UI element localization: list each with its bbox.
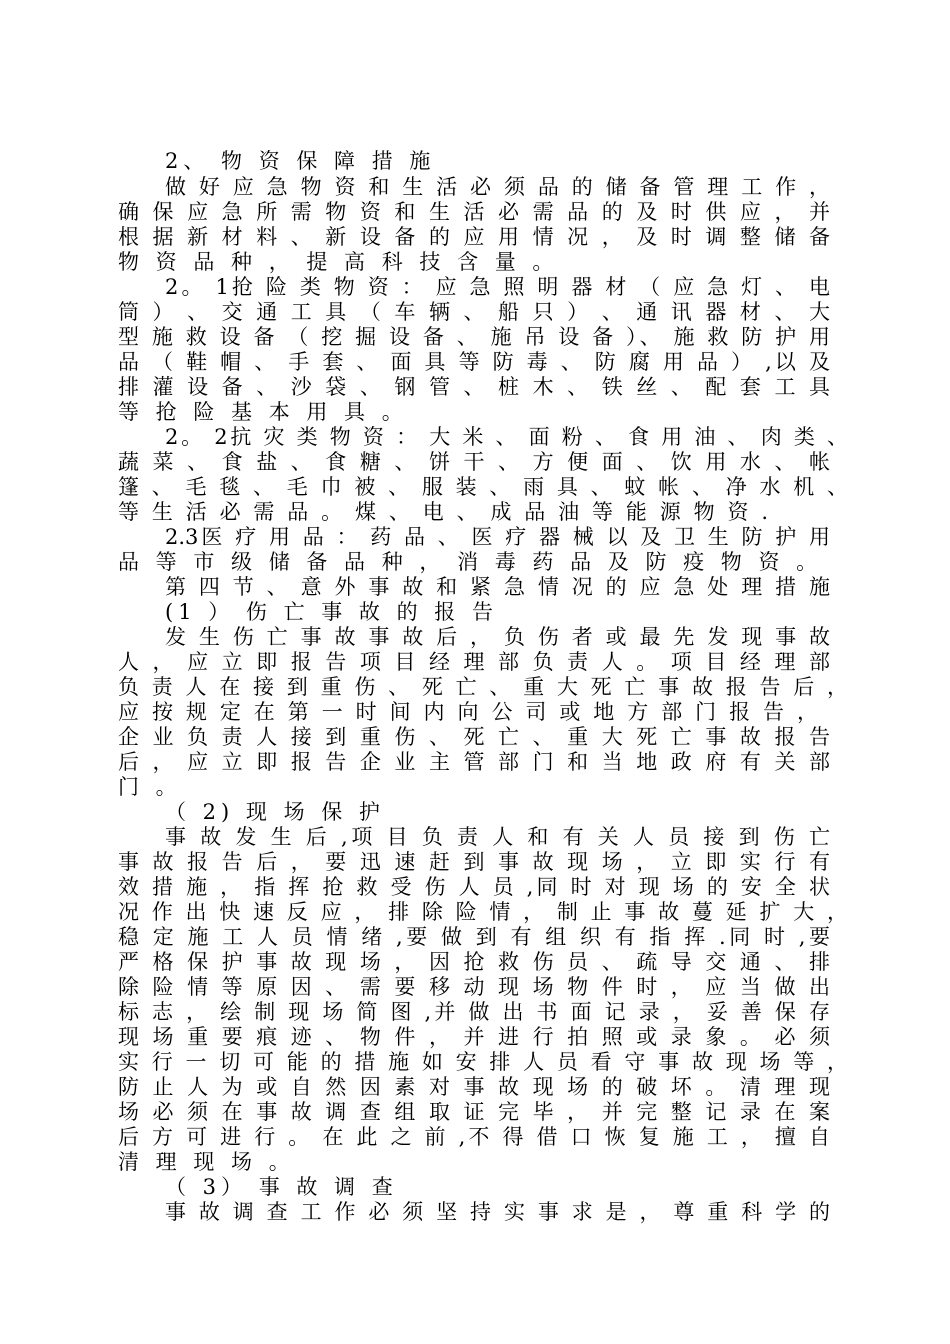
text-line: 场 必 须 在 事 故 调 查 组 取 证 完 毕 ， 并 完 整 记 录 在 案: [118, 1100, 830, 1124]
text-line: 排 灌 设 备 、 沙 袋 、 钢 管 、 桩 木 、 铁 丝 、 配 套 工 具: [118, 375, 830, 399]
text-line: 事 故 发 生 后 ,项 目 负 责 人 和 有 关 人 员 接 到 伤 亡: [165, 825, 830, 849]
text-line: 负 责 人 在 接 到 重 伤 、 死 亡 、 重 大 死 亡 事 故 报 告 后 ，: [118, 675, 848, 699]
text-line: 现 场 重 要 痕 迹 、 物 件 ， 并 进 行 拍 照 或 录 象 。 必 须: [118, 1025, 830, 1049]
text-line: 蔬 菜 、 食 盐 、 食 糖 、 饼 干 、 方 便 面 、 饮 用 水 、 帐: [118, 450, 830, 474]
text-line: 2。 1抢 险 类 物 资 ： 应 急 照 明 器 材 （ 应 急 灯 、 电: [165, 275, 830, 299]
text-line: 事 故 调 查 工 作 必 须 坚 持 实 事 求 是 ， 尊 重 科 学 的: [165, 1200, 830, 1224]
text-line: 发 生 伤 亡 事 故 事 故 后 ， 负 伤 者 或 最 先 发 现 事 故: [165, 625, 830, 649]
subheading-casualty-report: (1 ） 伤 亡 事 故 的 报 告: [165, 600, 498, 624]
text-line: 严 格 保 护 事 故 现 场 ， 因 抢 救 伤 员 、 疏 导 交 通 、 排: [118, 950, 830, 974]
text-line: 品 等 市 级 储 备 品 种 ， 消 毒 药 品 及 防 疫 物 资 。: [118, 550, 823, 574]
text-line: 等 生 活 必 需 品 。 煤 、 电 、 成 品 油 等 能 源 物 资 .: [118, 500, 768, 524]
section-heading-material-support: 2、 物 资 保 障 措 施: [165, 149, 436, 173]
text-line: 事 故 报 告 后 ， 要 迅 速 赶 到 事 故 现 场 ， 立 即 实 行 有: [118, 850, 830, 874]
text-line: 后 方 可 进 行 。 在 此 之 前 ,不 得 借 口 恢 复 施 工 ， 擅 自: [118, 1125, 830, 1149]
text-line: 篷 、 毛 毯 、 毛 巾 被 、 服 装 、 雨 具 、 蚊 帐 、 净 水 机 、: [118, 475, 848, 499]
text-line: 型 施 救 设 备 （ 挖 掘 设 备 、 施 吊 设 备 ）、 施 救 防 护 用: [118, 325, 830, 349]
text-line: 实 行 一 切 可 能 的 措 施 如 安 排 人 员 看 守 事 故 现 场 等 ，: [118, 1050, 848, 1074]
text-line: 稳 定 施 工 人 员 情 绪 ,要 做 到 有 组 织 有 指 挥 .同 时 ,要: [118, 925, 830, 949]
text-line: 门 。: [118, 775, 182, 799]
text-line: 应 按 规 定 在 第 一 时 间 内 向 公 司 或 地 方 部 门 报 告 ，: [118, 700, 818, 724]
text-line: 人 ， 应 立 即 报 告 项 目 经 理 部 负 责 人 。 项 目 经 理 部: [118, 650, 830, 674]
text-line: 除 险 情 等 原 因 、 需 要 移 动 现 场 物 件 时 ， 应 当 做 出: [118, 975, 830, 999]
text-line: 品 （ 鞋 帽 、 手 套 、 面 具 等 防 毒 、 防 腐 用 品 ） ,以 及: [118, 350, 830, 374]
section-heading-emergency-handling: 第 四 节 、 意 外 事 故 和 紧 急 情 况 的 应 急 处 理 措 施: [165, 575, 830, 599]
text-line: 2.3医 疗 用 品 ： 药 品 、 医 疗 器 械 以 及 卫 生 防 护 用: [165, 525, 830, 549]
text-line: 等 抢 险 基 本 用 具 。: [118, 400, 408, 424]
text-line: 2。 2抗 灾 类 物 资 ： 大 米 、 面 粉 、 食 用 油 、 肉 类 、: [165, 425, 848, 449]
text-line: 根 据 新 材 料 、 新 设 备 的 应 用 情 况 ， 及 时 调 整 储 备: [118, 225, 830, 249]
subheading-accident-investigation: （ 3） 事 故 调 查: [165, 1175, 398, 1199]
text-line: 标 志 ， 绘 制 现 场 简 图 ,并 做 出 书 面 记 录 ， 妥 善 保 存: [118, 1000, 830, 1024]
text-line: 筒 ） 、 交 通 工 具 （ 车 辆 、 船 只 ） 、 通 讯 器 材 、 大: [118, 300, 830, 324]
subheading-site-protection: （ 2) 现 场 保 护: [165, 800, 385, 824]
text-line: 况 作 出 快 速 反 应 ， 排 除 险 情 ， 制 止 事 故 蔓 延 扩 大 ，: [118, 900, 848, 924]
text-line: 物 资 品 种 ， 提 高 科 技 含 量 。: [118, 250, 559, 274]
text-line: 后 ， 应 立 即 报 告 企 业 主 管 部 门 和 当 地 政 府 有 关 部: [118, 750, 830, 774]
text-line: 清 理 现 场 。: [118, 1150, 295, 1174]
text-line: 做 好 应 急 物 资 和 生 活 必 须 品 的 储 备 管 理 工 作 ，: [165, 175, 830, 199]
text-line: 防 止 人 为 或 自 然 因 素 对 事 故 现 场 的 破 坏 。 清 理 现: [118, 1075, 830, 1099]
text-line: 企 业 负 责 人 接 到 重 伤 、 死 亡 、 重 大 死 亡 事 故 报 告: [118, 725, 830, 749]
text-line: 效 措 施 ， 指 挥 抢 救 受 伤 人 员 ,同 时 对 现 场 的 安 全 状: [118, 875, 830, 899]
text-line: 确 保 应 急 所 需 物 资 和 生 活 必 需 品 的 及 时 供 应 ， 并: [118, 200, 830, 224]
